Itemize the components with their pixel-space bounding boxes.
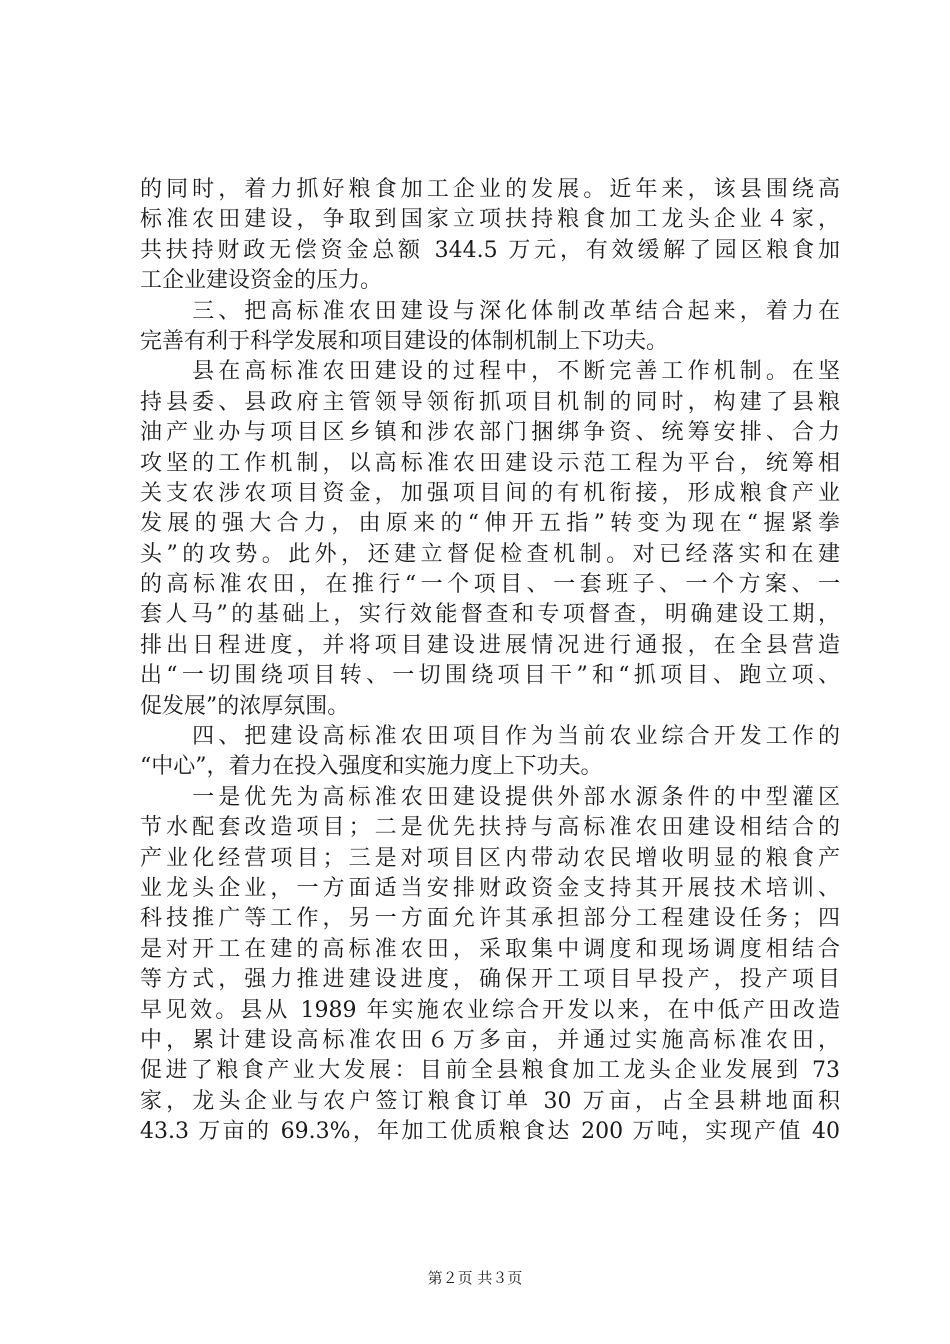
text-line: 等方式，强力推进建设进度，确保开工项目早投产，投产项目 [140, 967, 840, 993]
text-line: 头”的攻势。此外，还建立督促检查机制。对已经落实和在建 [140, 541, 840, 567]
page-number-footer: 第２页 共３页 [427, 1269, 523, 1287]
text-line: 产业化经营项目；三是对项目区内带动农民增收明显的粮食产 [140, 845, 840, 871]
text-line: 持县委、县政府主管领导领衔抓项目机制的同时，构建了县粮 [140, 389, 840, 415]
text-line: 科技推广等工作，另一方面允许其承担部分工程建设任务；四 [140, 906, 840, 932]
text-line: 三、把高标准农田建设与深化体制改革结合起来，着力在 [140, 298, 840, 324]
text-line: “中心”，着力在投入强度和实施力度上下功夫。 [140, 754, 603, 780]
text-line: 完善有利于科学发展和项目建设的体制机制上下功夫。 [140, 328, 669, 354]
text-line: 家，龙头企业与农户签订粮食订单 30 万亩，占全县耕地面积 [140, 1088, 840, 1114]
text-line: 发展的强大合力，由原来的“伸开五指”转变为现在“握紧拳 [140, 511, 840, 537]
text-line: 套人马”的基础上，实行效能督查和专项督查，明确建设工期， [140, 602, 840, 628]
text-line: 促发展”的浓厚氛围。 [140, 693, 350, 719]
text-line: 排出日程进度，并将项目建设进展情况进行通报，在全县营造 [140, 632, 840, 658]
text-line: 四、把建设高标准农田项目作为当前农业综合开发工作的 [140, 724, 840, 750]
text-line: 油产业办与项目区乡镇和涉农部门捆绑争资、统筹安排、合力 [140, 420, 840, 446]
text-line: 县在高标准农田建设的过程中，不断完善工作机制。在坚 [140, 359, 840, 385]
text-line: 中，累计建设高标准农田６万多亩，并通过实施高标准农田， [140, 1027, 840, 1053]
text-line: 工企业建设资金的压力。 [140, 268, 383, 294]
document-body [140, 175, 840, 1148]
text-line: 的高标准农田，在推行“一个项目、一套班子、一个方案、一 [140, 572, 840, 598]
text-line: 出“一切围绕项目转、一切围绕项目干”和“抓项目、跑立项、 [140, 663, 840, 689]
text-line: 攻坚的工作机制，以高标准农田建设示范工程为平台，统筹相 [140, 450, 840, 476]
text-line: 早见效。县从 1989 年实施农业综合开发以来，在中低产田改造 [140, 997, 840, 1023]
text-line: 业龙头企业，一方面适当安排财政资金支持其开展技术培训、 [140, 875, 840, 901]
text-line: 的同时，着力抓好粮食加工企业的发展。近年来，该县围绕高 [140, 177, 840, 202]
text-line: 一是优先为高标准农田建设提供外部水源条件的中型灌区 [140, 784, 840, 810]
text-line: 促进了粮食产业大发展：目前全县粮食加工龙头企业发展到 73 [140, 1058, 840, 1084]
text-line: 节水配套改造项目；二是优先扶持与高标准农田建设相结合的 [140, 815, 840, 841]
text-line: 关支农涉农项目资金，加强项目间的有机衔接，形成粮食产业 [140, 480, 840, 506]
text-line: 是对开工在建的高标准农田，采取集中调度和现场调度相结合 [140, 936, 840, 962]
text-line: 标准农田建设，争取到国家立项扶持粮食加工龙头企业４家， [140, 207, 840, 233]
text-line: 43.3 万亩的 69.3%，年加工优质粮食达 200 万吨，实现产值 40 [140, 1119, 840, 1145]
text-line: 共扶持财政无偿资金总额 344.5 万元，有效缓解了园区粮食加 [140, 237, 840, 263]
